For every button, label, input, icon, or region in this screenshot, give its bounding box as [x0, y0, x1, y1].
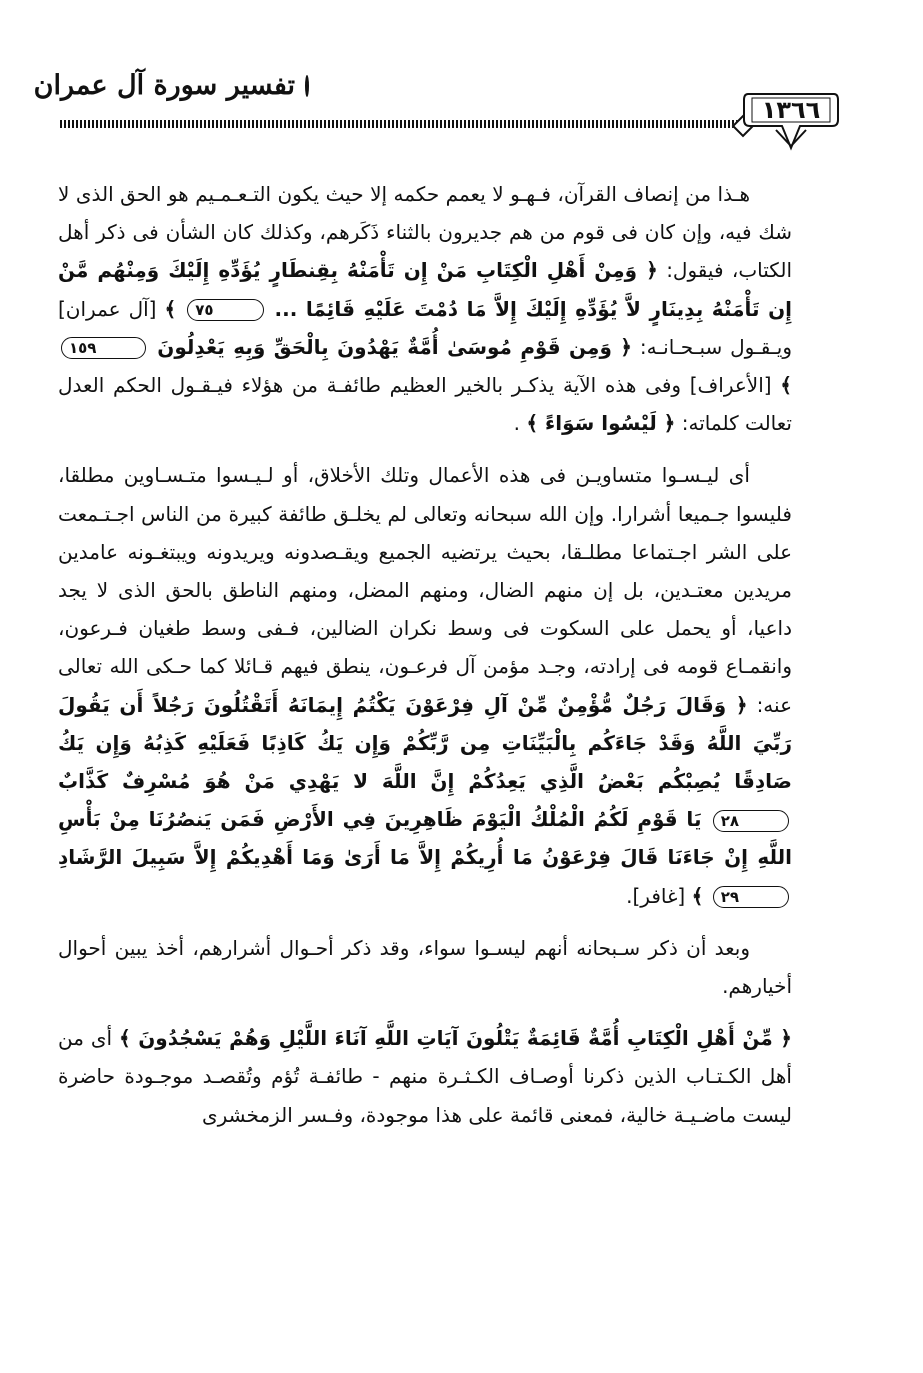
verse-number: ٢٩	[713, 886, 789, 908]
quran-verse: يَا قَوْمِ لَكُمُ الْمُلْكُ الْيَوْمَ ظَاهِرِينَ فِي الأَرْضِ فَمَن يَنصُرُنَا مِنْ بَأْسِ اللَّهِ إِنْ جَاءَنَا قَالَ فِرْعَوْنُ مَا أُرِيكُمْ إِلاَّ مَا أَرَىٰ وَمَا أَهْدِيكُمْ إِلاَّ سَبِيلَ الرَّشَادِ	[58, 807, 792, 870]
quran-verse: ﴿ وَمِن قَوْمِ مُوسَىٰ أُمَّةٌ يَهْدُونَ بِالْحَقِّ وَبِهِ يَعْدِلُونَ	[157, 334, 633, 359]
body-text: أى ليـسـوا متساويـن فى هذه الأعمال وتلك الأخلاق، أو لـيـسوا متـسـاوين مطلقا، فليسوا جـميعا أشرارا. وإن الله سبحانه وتعالى لم يخلـق طائفة كبيرة من الناس اجـتـمعت على الشر اجـتماعا مطلـقا، بحيث يرتضيه الجميع ويقـصدونه ويريدونه ويبتغـونه عامدين مريدين معتـدين، بل إن منهم الضال، ومنهم المضل، ومنهم الناطق بالحق الذى لا يجد داعيا، أو يحمل على السكوت فى وسط نكران الضالين، فـفى وسط طغيان فـرعون، وانقمـاع قومه فى إرادته، وجـد مؤمن آل فرعـون، ينطق فيهم قـائلا كما حـكى الله تعالى عنه:	[58, 463, 792, 717]
page-body	[58, 175, 792, 1148]
quran-verse: ﴿ مِّنْ أَهْلِ الْكِتَابِ أُمَّةٌ قَائِمَةٌ يَتْلُونَ آيَاتِ اللَّهِ آنَاءَ اللَّيْلِ وَهُمْ يَسْجُدُونَ ﴾	[119, 1026, 793, 1051]
running-title: تفسير سورة آل عمران	[33, 70, 295, 101]
verse-number: ٢٨	[713, 810, 789, 832]
paragraph-3: وبعد أن ذكر سـبحانه أنهم ليسـوا سواء، وقد ذكر أحـوال أشرارهم، أخذ يبين أحوال أخيارهم.	[58, 935, 792, 999]
quran-bracket: ﴾	[164, 296, 177, 321]
body-text: أى من أهل الكـتـاب الذين ذكرنا أوصـاف الكـثـرة منهم - طائفـة تُؤم وتُقصـد موجـودة حاضرة ليست ماضـيـة خالية، فمعنى قائمة على هذا موجودة، وفـسر الزمخشرى	[58, 1026, 792, 1127]
paragraph-1	[58, 175, 792, 442]
page-number: ١٣٦٦	[761, 96, 821, 124]
paragraph-2	[58, 456, 792, 914]
body-text: [غافر].	[626, 883, 686, 908]
quran-bracket: ﴾	[691, 883, 704, 908]
paragraph-4	[58, 1019, 792, 1134]
quran-verse: ﴿ لَيْسُوا سَوَاءً ﴾	[526, 411, 676, 436]
quran-verse: ﴿ وَقَالَ رَجُلٌ مُّؤْمِنٌ مِّنْ آلِ فِرْعَوْنَ يَكْتُمُ إِيمَانَهُ أَتَقْتُلُونَ رَجُلاً أَن يَقُولَ رَبِّيَ اللَّهُ وَقَدْ جَاءَكُم بِالْبَيِّنَاتِ مِن رَّبِّكُمْ وَإِن يَكُ كَاذِبًا فَعَلَيْهِ كَذِبُهُ وَإِن يَكُ صَادِقًا يُصِبْكُم بَعْضُ الَّذِي يَعِدُكُمْ إِنَّ اللَّهَ لا يَهْدِي مَنْ هُوَ مُسْرِفٌ كَذَّابٌ	[58, 692, 792, 794]
quran-bracket: ﴾	[780, 373, 792, 398]
verse-number: ٧٥	[187, 299, 263, 321]
body-text: [الأعراف] وفى هذه الآية يذكـر بالخير العظيم طائفـة من هؤلاء فيـقـول الحكم العدل تعالت كلماته:	[58, 373, 792, 436]
header-ornament-icon	[305, 75, 309, 97]
verse-number: ١٥٩	[61, 337, 146, 359]
body-text: هـذا من إنصاف القرآن، فـهـو لا يعمم حكمه إلا حيث يكون التـعـمـيم هو الحق الذى لا شك فيه، وإن كان فى قوم من هم جديرون بالثناء ذَكَرهم، وكذلك كان الشأن فى ذكر أهل الكتاب، فيقول:	[58, 182, 792, 283]
body-text: [آل عمران] ويـقـول سبـحـانـه:	[58, 296, 793, 359]
quran-verse: ﴿ وَمِنْ أَهْلِ الْكِتَابِ مَنْ إِن تَأْمَنْهُ بِقِنطَارٍ يُؤَدِّهِ إِلَيْكَ وَمِنْهُم مَّنْ إِن تَأْمَنْهُ بِدِينَارٍ لاَّ يُؤَدِّهِ إِلَيْكَ إِلاَّ مَا دُمْتَ عَلَيْهِ قَائِمًا ...	[58, 258, 793, 321]
running-header	[33, 70, 309, 101]
header-rule	[60, 120, 740, 128]
body-text: .	[513, 411, 520, 436]
